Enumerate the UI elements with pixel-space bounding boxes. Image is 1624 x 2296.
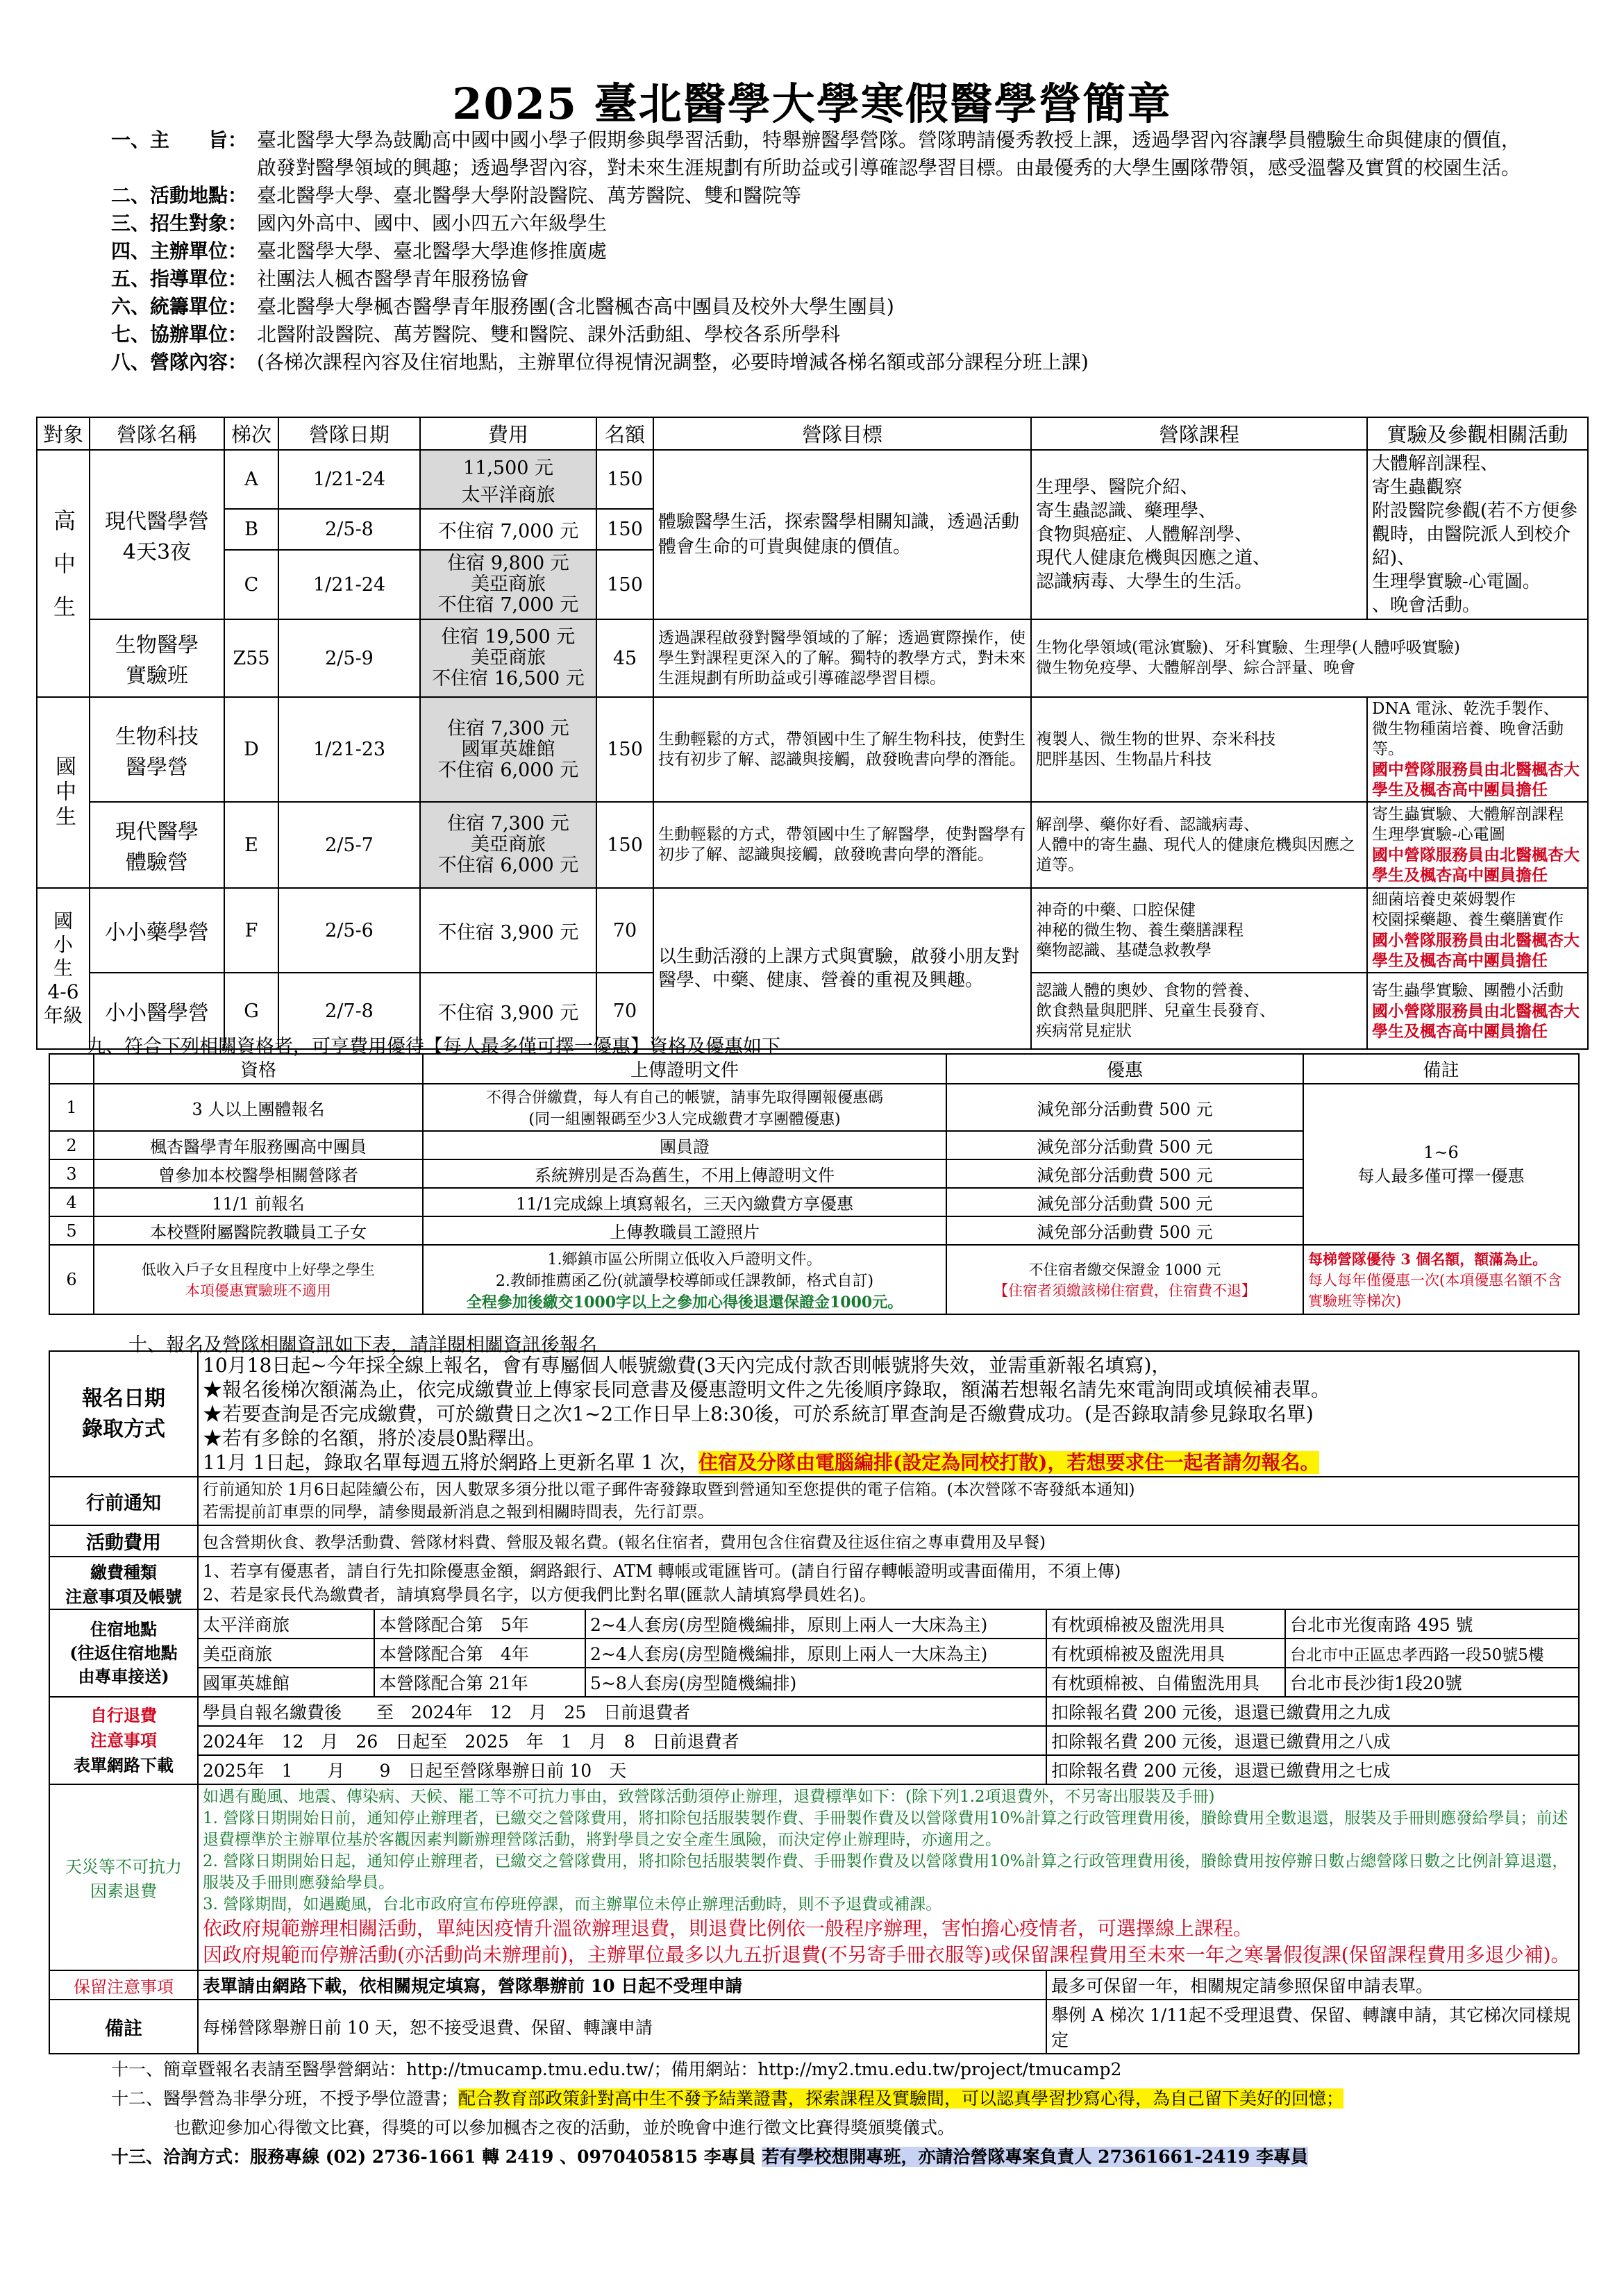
intro-text: 臺北醫學大學、臺北醫學大學附設醫院、萬芳醫院、雙和醫院等 — [257, 184, 802, 207]
qualification: 曾參加本校醫學相關營隊者 — [94, 1159, 423, 1188]
lodge-address: 台北市中正區忠孝西路一段50號5樓 — [1285, 1639, 1579, 1668]
row-label: 保留注意事項 — [49, 1970, 198, 2000]
session-code: G — [224, 973, 278, 1049]
intro-text: 北醫附設醫院、萬芳醫院、雙和醫院、課外活動組、學校各系所學科 — [257, 323, 841, 346]
note-red: 每梯營隊優待 3 個名額，額滿為止。 — [1308, 1250, 1548, 1268]
table-row — [49, 1970, 1579, 2000]
lodge-years: 本營隊配合第 21年 — [374, 1668, 585, 1697]
session-fee: 不住宿 3,900 元 — [420, 973, 596, 1049]
row-label: 天災等不可抗力 因素退費 — [49, 1784, 198, 1970]
refund-period: 2025年 1 月 9 日起至營隊舉辦日前 10 天 — [198, 1755, 1046, 1784]
table-row — [49, 1477, 1579, 1525]
session-code: A — [224, 450, 278, 509]
camp-activity: 寄生蟲實驗、大體解剖課程 生理學實驗-心電圖 — [1372, 805, 1564, 844]
lodge-address: 台北市長沙街1段20號 — [1285, 1668, 1579, 1697]
group-label: 國 小 生 4-6 年級 — [37, 888, 90, 1049]
col-header: 營隊課程 — [1031, 417, 1367, 450]
footer-line-13 — [111, 2143, 1569, 2172]
intro-text: 國內外高中、國中、國小四五六年級學生 — [257, 212, 608, 235]
pre-notice: 行前通知於 1月6日起陸續公布，因人數眾多須分批以電子郵件寄發錄取暨到營通知至您提供的電子信箱。(本次營隊不寄發紙本通知) 若需提前訂車票的同學，請參閱最新消息之報到相關時間表，先行訂票。 — [198, 1477, 1579, 1525]
camp-goal: 以生動活潑的上課方式與實驗，啟發小朋友對醫學、中藥、健康、營養的重視及興趣。 — [653, 888, 1031, 1049]
intro-item — [111, 210, 1527, 237]
camp-goal: 體驗醫學生活，探索醫學相關知識，透過活動體會生命的可貴與健康的價值。 — [653, 450, 1031, 619]
row-number: 6 — [49, 1245, 94, 1314]
reg-line-text: 11月 1日起，錄取名單每週五將於網路上更新名單 1 次， — [203, 1451, 698, 1474]
lodge-address: 台北市光復南路 495 號 — [1285, 1609, 1579, 1639]
session-date: 2/5-8 — [278, 509, 420, 550]
registration-info — [198, 1351, 1579, 1477]
session-date: 2/7-8 — [278, 973, 420, 1049]
camp-name: 現代醫學 體驗營 — [90, 802, 224, 888]
row-number: 5 — [49, 1216, 94, 1245]
qualification-note: 本項優惠實驗班不適用 — [185, 1282, 331, 1299]
section-9-heading: 九、符合下列相關資格者，可享費用優待【每人最多僅可擇一優惠】資格及優惠如下 — [87, 1036, 780, 1057]
camp-activity-cell — [1367, 802, 1588, 888]
intro-item — [111, 293, 1527, 321]
session-code: Z55 — [224, 619, 278, 697]
camp-name: 現代醫學營 4天3夜 — [90, 450, 224, 619]
intro-text: 社團法人楓杏醫學青年服務協會 — [257, 267, 530, 290]
col-header: 優惠 — [946, 1054, 1303, 1084]
row-label: 住宿地點 (往返住宿地點 由專車接送) — [49, 1609, 198, 1697]
info-table — [49, 1350, 1580, 2054]
col-header: 備註 — [1303, 1054, 1579, 1084]
table-row — [37, 697, 1588, 802]
note-cell — [1303, 1245, 1579, 1314]
session-quota: 150 — [596, 509, 653, 550]
disaster-line: 3. 營隊期間，如遇颱風，台北市政府宣布停班停課，而主辦單位未停止辦理活動時，則不予退費或補課。 — [203, 1895, 942, 1913]
qualification: 楓杏醫學青年服務團高中團員 — [94, 1131, 423, 1159]
camp-goal: 生動輕鬆的方式，帶領國中生了解生物科技，使對生技有初步了解、認識與接觸，啟發晚書向學的潛能。 — [653, 697, 1031, 802]
table-row — [37, 888, 1588, 973]
intro-item — [111, 265, 1527, 293]
camp-name: 生物科技 醫學營 — [90, 697, 224, 802]
reg-line: ★若有多餘的名額，將於凌晨0點釋出。 — [203, 1427, 546, 1450]
session-quota: 70 — [596, 888, 653, 973]
col-header: 實驗及參觀相關活動 — [1367, 417, 1588, 450]
intro-text: 臺北醫學大學、臺北醫學大學進修推廣處 — [257, 240, 608, 262]
camp-course: 複製人、微生物的世界、奈米科技 肥胖基因、生物晶片科技 — [1031, 697, 1367, 802]
refund-label-2: 表單網路下載 — [74, 1755, 174, 1775]
camp-course: 認識人體的奧妙、食物的營養、 飲食熱量與肥胖、兒童生長發育、 疾病常見症狀 — [1031, 973, 1367, 1049]
intro-section — [111, 126, 1527, 376]
remark-example: 舉例 A 梯次 1/11起不受理退費、保留、轉讓申請，其它梯次同樣規定 — [1046, 2000, 1579, 2054]
proof-doc: 11/1完成線上填寫報名，三天內繳費方享優惠 — [423, 1188, 946, 1216]
discount: 減免部分活動費 500 元 — [946, 1159, 1303, 1188]
qualification-cell — [94, 1245, 423, 1314]
camp-activity: 大體解剖課程、 寄生蟲觀察 附設醫院參觀(若不方便參觀時，由醫院派人到校介紹)、 生理學實驗-心電圖。 、晚會活動。 — [1367, 450, 1588, 619]
discount: 減免部分活動費 500 元 — [946, 1216, 1303, 1245]
lodge-name: 太平洋商旅 — [198, 1609, 374, 1639]
camp-table — [36, 417, 1589, 1050]
session-quota: 150 — [596, 550, 653, 619]
contact-special: 若有學校想開專班，亦請洽營隊專案負責人 27361661-2419 李專員 — [762, 2147, 1308, 2167]
table-row — [49, 2000, 1579, 2054]
table-row — [49, 1639, 1579, 1668]
discount: 不住宿者繳交保證金 1000 元 — [1028, 1262, 1221, 1278]
lodge-bedding: 有枕頭棉被、自備盥洗用具 — [1046, 1668, 1285, 1697]
qualification: 3 人以上團體報名 — [94, 1084, 423, 1131]
lodge-room: 2~4人套房(房型隨機編排，原則上兩人一大床為主) — [585, 1639, 1046, 1668]
table-row — [49, 1755, 1579, 1784]
lodge-years: 本營隊配合第 5年 — [374, 1609, 585, 1639]
col-header: 營隊日期 — [278, 417, 420, 450]
table-row — [49, 1557, 1579, 1609]
camp-activity-note: 國小營隊服務員由北醫楓杏大學生及楓杏高中團員擔任 — [1372, 931, 1580, 970]
session-fee: 住宿 19,500 元 美亞商旅 不住宿 16,500 元 — [420, 619, 596, 697]
intro-label: 八、營隊內容： — [111, 351, 248, 374]
intro-label: 七、協辦單位： — [111, 323, 248, 346]
footer-12-text: 十二、醫學營為非學分班，不授予學位證書； — [111, 2088, 459, 2109]
camp-name: 生物醫學 實驗班 — [90, 619, 224, 697]
session-quota: 45 — [596, 619, 653, 697]
session-date: 2/5-6 — [278, 888, 420, 973]
session-code: F — [224, 888, 278, 973]
row-label: 行前通知 — [49, 1477, 198, 1525]
session-quota: 150 — [596, 802, 653, 888]
fee-info: 包含營期伙食、教學活動費、營隊材料費、營服及報名費。(報名住宿者，費用包含住宿費及往返住宿之專車費用及早餐) — [198, 1525, 1579, 1557]
reg-warning: 住宿及分隊由電腦編排(設定為同校打散)，若想要求住一起者請勿報名。 — [698, 1451, 1320, 1474]
session-date: 1/21-24 — [278, 550, 420, 619]
intro-label: 一、主 旨： — [111, 128, 248, 151]
camp-activity-note: 國中營隊服務員由北醫楓杏大學生及楓杏高中團員擔任 — [1372, 846, 1580, 885]
row-label: 活動費用 — [49, 1525, 198, 1557]
col-header: 資格 — [94, 1054, 423, 1084]
session-fee: 11,500 元 太平洋商旅 — [420, 450, 596, 509]
discount-cell — [946, 1245, 1303, 1314]
intro-text: 臺北醫學大學楓杏醫學青年服務團(含北醫楓杏高中團員及校外大學生團員) — [257, 295, 894, 318]
camp-course: 神奇的中藥、口腔保健 神秘的微生物、養生藥膳課程 藥物認識、基礎急救教學 — [1031, 888, 1367, 973]
camp-activity: 寄生蟲學實驗、團體小活動 — [1372, 981, 1564, 1000]
session-quota: 70 — [596, 973, 653, 1049]
discount-note: 【住宿者須繳該梯住宿費，住宿費不退】 — [994, 1282, 1256, 1299]
camp-activity-cell — [1367, 697, 1588, 802]
proof-doc-note: 全程參加後繳交1000字以上之參加心得後退還保證金1000元。 — [466, 1293, 903, 1312]
lodge-name: 美亞商旅 — [198, 1639, 374, 1668]
disaster-line: 1. 營隊日期開始日前，通知停止辦理者，已繳交之營隊費用，將扣除包括服裝製作費、手冊製作費及以營隊費用10%計算之行政管理費用後，賸餘費用全數退還，服裝及手冊則應發給學員；前述退費標準於主辦單位基於客觀因素判斷辦理營隊活動，將對學員之安全產生風險，而決定停止辦理時，亦適用之。 — [203, 1809, 1568, 1849]
camp-activity-cell — [1367, 973, 1588, 1049]
proof-doc: 上傳教職員工證照片 — [423, 1216, 946, 1245]
row-number: 3 — [49, 1159, 94, 1188]
proof-doc: 不得合併繳費，每人有自己的帳號，請事先取得團報優惠碼 (同一組團報碼至少3人完成繳費才享團體優惠) — [423, 1084, 946, 1131]
intro-item — [111, 237, 1527, 265]
row-label: 報名日期 錄取方式 — [49, 1351, 198, 1477]
proof-doc: 團員證 — [423, 1131, 946, 1159]
session-date: 2/5-9 — [278, 619, 420, 697]
keep-note: 最多可保留一年，相關規定請參照保留申請表單。 — [1046, 1970, 1579, 2000]
disaster-red-line: 依政府規範辦理相關活動，單純因疫情升溫欲辦理退費，則退費比例依一般程序辦理，害怕擔心疫情者，可選擇線上課程。 — [203, 1917, 1253, 1940]
proof-doc: 1.鄉鎮市區公所開立低收入戶證明文件。 2.教師推薦函乙份(就讀學校導師或任課教師，格式自訂) — [495, 1250, 874, 1290]
footer — [111, 2055, 1569, 2172]
footer-line-11: 十一、簡章暨報名表請至醫學營網站：http://tmucamp.tmu.edu.tw/；備用網站：http://my2.tmu.edu.tw/project/tmucamp2 — [111, 2059, 1122, 2079]
refund-period: 2024年 12 月 26 日起至 2025 年 1 月 8 日前退費者 — [198, 1726, 1046, 1755]
lodge-name: 國軍英雄館 — [198, 1668, 374, 1697]
camp-course: 生物化學領域(電泳實驗)、牙科實驗、生理學(人體呼吸實驗) 微生物免疫學、大體解剖學、綜合評量、晚會 — [1031, 619, 1588, 697]
camp-name: 小小藥學營 — [90, 888, 224, 973]
qualification: 本校暨附屬醫院教職員工子女 — [94, 1216, 423, 1245]
footer-line-12c: 也歡迎參加心得徵文比賽，得獎的可以參加楓杏之夜的活動，並於晚會中進行徵文比賽得獎頒獎儀式。 — [174, 2118, 955, 2138]
row-label: 備註 — [49, 2000, 198, 2054]
lodge-years: 本營隊配合第 4年 — [374, 1639, 585, 1668]
session-fee: 住宿 7,300 元 國軍英雄館 不住宿 6,000 元 — [420, 697, 596, 802]
session-date: 1/21-23 — [278, 697, 420, 802]
table-row — [49, 1784, 1579, 1970]
group-label: 國中生 — [37, 697, 90, 888]
col-header: 名額 — [596, 417, 653, 450]
intro-text: (各梯次課程內容及住宿地點，主辦單位得視情況調整，必要時增減各梯名額或部分課程分班上課) — [257, 351, 1089, 374]
table-row — [37, 802, 1588, 888]
session-fee: 住宿 7,300 元 美亞商旅 不住宿 6,000 元 — [420, 802, 596, 888]
intro-label: 二、活動地點： — [111, 184, 248, 207]
session-quota: 150 — [596, 450, 653, 509]
refund-period: 學員自報名繳費後 至 2024年 12 月 25 日前退費者 — [198, 1697, 1046, 1726]
contact-info: 十三、洽詢方式：服務專線 (02) 2736-1661 轉 2419 、0970405815 李專員 — [111, 2147, 756, 2167]
row-label — [49, 1697, 198, 1784]
col-header: 營隊名稱 — [90, 417, 224, 450]
table-row — [49, 1084, 1579, 1131]
camp-goal: 透過課程啟發對醫學領域的了解；透過實際操作，使學生對課程更深入的了解。獨特的教學方式，對未來生涯規劃有所助益或引導確認學習目標。 — [653, 619, 1031, 697]
row-number: 1 — [49, 1084, 94, 1131]
reg-line: ★報名後梯次額滿為止，依完成繳費並上傳家長同意書及優惠證明文件之先後順序錄取，額滿若想報名請先來電詢問或填候補表單。 — [203, 1378, 1331, 1401]
session-code: E — [224, 802, 278, 888]
table-row — [37, 450, 1588, 509]
intro-item — [111, 321, 1527, 349]
disaster-info — [198, 1784, 1579, 1970]
note-red-2: 每人每年僅優惠一次(本項優惠名額不含實驗班等梯次) — [1308, 1272, 1562, 1309]
session-fee: 不住宿 3,900 元 — [420, 888, 596, 973]
camp-goal: 生動輕鬆的方式，帶領國中生了解醫學，使對醫學有初步了解、認識與接觸，啟發晚書向學的潛能。 — [653, 802, 1031, 888]
camp-table-header — [37, 417, 1588, 450]
refund-rule: 扣除報名費 200 元後，退還已繳費用之九成 — [1046, 1697, 1579, 1726]
payment-info: 1、若享有優惠者，請自行先扣除優惠金額，網路銀行、ATM 轉帳或電匯皆可。(請自行留存轉帳證明或書面備用，不須上傳) 2、若是家長代為繳費者，請填寫學員名字，以方便我們比對名單(匯款人請填寫學員姓名)。 — [198, 1557, 1579, 1609]
col-header: 營隊目標 — [653, 417, 1031, 450]
row-label: 繳費種類 注意事項及帳號 — [49, 1557, 198, 1609]
row-number: 4 — [49, 1188, 94, 1216]
intro-label: 四、主辦單位： — [111, 240, 248, 262]
session-code: B — [224, 509, 278, 550]
discount: 減免部分活動費 500 元 — [946, 1188, 1303, 1216]
intro-label: 三、招生對象： — [111, 212, 248, 235]
disaster-red-line: 因政府規範而停辦活動(亦活動尚未辦理前)，主辦單位最多以九五折退費(不另寄手冊衣服等)或保留課程費用至未來一年之寒暑假復課(保留課程費用多退少補)。 — [203, 1943, 1571, 1966]
footer-12-highlight: 配合教育部政策針對高中生不發予結業證書，探索課程及實驗間，可以認真學習抄寫心得，為自己留下美好的回憶； — [458, 2088, 1344, 2109]
col-header: 費用 — [420, 417, 596, 450]
lodge-room: 5~8人套房(房型隨機編排) — [585, 1668, 1046, 1697]
keep-rule: 表單請由網路下載，依相關規定填寫，營隊舉辦前 10 日起不受理申請 — [198, 1970, 1046, 2000]
qualification: 11/1 前報名 — [94, 1188, 423, 1216]
remark-rule: 每梯營隊舉辦日前 10 天，恕不接受退費、保留、轉讓申請 — [198, 2000, 1046, 2054]
discount-note: 1~6 每人最多僅可擇一優惠 — [1303, 1084, 1579, 1245]
discount: 減免部分活動費 500 元 — [946, 1084, 1303, 1131]
session-date: 1/21-24 — [278, 450, 420, 509]
col-header: 梯次 — [224, 417, 278, 450]
table-row — [49, 1525, 1579, 1557]
row-number: 2 — [49, 1131, 94, 1159]
session-code: D — [224, 697, 278, 802]
session-fee: 不住宿 7,000 元 — [420, 509, 596, 550]
col-header: 對象 — [37, 417, 90, 450]
refund-label: 自行退費 注意事項 — [90, 1705, 157, 1750]
camp-activity-note: 國中營隊服務員由北醫楓杏大學生及楓杏高中團員擔任 — [1372, 760, 1580, 799]
table-row — [49, 1726, 1579, 1755]
reg-line: ★若要查詢是否完成繳費，可於繳費日之次1~2工作日早上8:30後，可於系統訂單查詢是否繳費成功。(是否錄取請參見錄取名單) — [203, 1402, 1314, 1425]
refund-rule: 扣除報名費 200 元後，退還已繳費用之七成 — [1046, 1755, 1579, 1784]
intro-item — [111, 182, 1527, 210]
camp-activity-cell — [1367, 888, 1588, 973]
page-title: 2025 臺北醫學大學寒假醫學營簡章 — [452, 78, 1172, 129]
disaster-line: 2. 營隊日期開始日起，通知停止辦理者，已繳交之營隊費用，將扣除包括服裝製作費、手冊製作費及以營隊費用10%計算之行政管理費用後，賸餘費用按停辦日數占總營隊日數之比例計算退還，服裝及手冊則應發給學員。 — [203, 1852, 1568, 1892]
session-date: 2/5-7 — [278, 802, 420, 888]
discount-table — [49, 1053, 1580, 1315]
camp-course: 解剖學、藥你好看、認識病毒、 人體中的寄生蟲、現代人的健康危機與因應之道等。 — [1031, 802, 1367, 888]
camp-activity-note: 國小營隊服務員由北醫楓杏大學生及楓杏高中團員擔任 — [1372, 1001, 1580, 1041]
discount: 減免部分活動費 500 元 — [946, 1131, 1303, 1159]
proof-doc: 系統辨別是否為舊生，不用上傳證明文件 — [423, 1159, 946, 1188]
table-row — [49, 1668, 1579, 1697]
session-code: C — [224, 550, 278, 619]
table-row — [49, 1697, 1579, 1726]
discount-header — [49, 1054, 1579, 1084]
table-row — [49, 1609, 1579, 1639]
col-header: 上傳證明文件 — [423, 1054, 946, 1084]
intro-item — [111, 349, 1527, 376]
session-quota: 150 — [596, 697, 653, 802]
qualification: 低收入戶子女且程度中上好學之學生 — [142, 1262, 375, 1278]
camp-activity: DNA 電泳、乾洗手製作、 微生物種菌培養、晚會活動等。 — [1372, 700, 1564, 758]
lodge-room: 2~4人套房(房型隨機編排，原則上兩人一大床為主) — [585, 1609, 1046, 1639]
footer-line-12 — [111, 2084, 1569, 2113]
camp-activity: 細菌培養史萊姆製作 校園採藥趣、養生藥膳實作 — [1372, 891, 1564, 929]
intro-label: 五、指導單位： — [111, 267, 248, 290]
refund-rule: 扣除報名費 200 元後，退還已繳費用之八成 — [1046, 1726, 1579, 1755]
lodge-bedding: 有枕頭棉被及盥洗用具 — [1046, 1639, 1285, 1668]
camp-course: 生理學、醫院介紹、 寄生蟲認識、藥理學、 食物與癌症、人體解剖學、 現代人健康危機與因應之道、 認識病毒、大學生的生活。 — [1031, 450, 1367, 619]
reg-line: 10月18日起~今年採全線上報名，會有專屬個人帳號繳費(3天內完成付款否則帳號將失效，並需重新報名填寫)， — [203, 1354, 1171, 1377]
table-row — [37, 619, 1588, 697]
proof-doc-cell — [423, 1245, 946, 1314]
intro-item — [111, 126, 1527, 182]
lodge-bedding: 有枕頭棉被及盥洗用具 — [1046, 1609, 1285, 1639]
camp-name: 小小醫學營 — [90, 973, 224, 1049]
table-row — [49, 1245, 1579, 1314]
table-row — [49, 1351, 1579, 1477]
col-header — [49, 1054, 94, 1084]
session-fee: 住宿 9,800 元 美亞商旅 不住宿 7,000 元 — [420, 550, 596, 619]
disaster-line: 如遇有颱風、地震、傳染病、天候、罷工等不可抗力事由，致營隊活動須停止辦理，退費標準如下：(除下列1.2項退費外，不另寄出服裝及手冊) — [203, 1788, 1215, 1806]
intro-text: 臺北醫學大學為鼓勵高中國中國小學子假期參與學習活動，特舉辦醫學營隊。營隊聘請優秀教授上課，透過學習內容讓學員體驗生命與健康的價值，啟發對醫學領域的興趣；透過學習內容，對未來生涯規劃有所助益或引導確認學習目標。由最優秀的大學生團隊帶領，感受溫馨及實質的校園生活。 — [257, 128, 1521, 179]
group-label: 高中生 — [37, 450, 90, 697]
reg-line — [203, 1450, 1574, 1475]
intro-label: 六、統籌單位： — [111, 295, 248, 318]
section-10-heading: 十、報名及營隊相關資訊如下表，請詳閱相關資訊後報名 — [128, 1334, 597, 1356]
